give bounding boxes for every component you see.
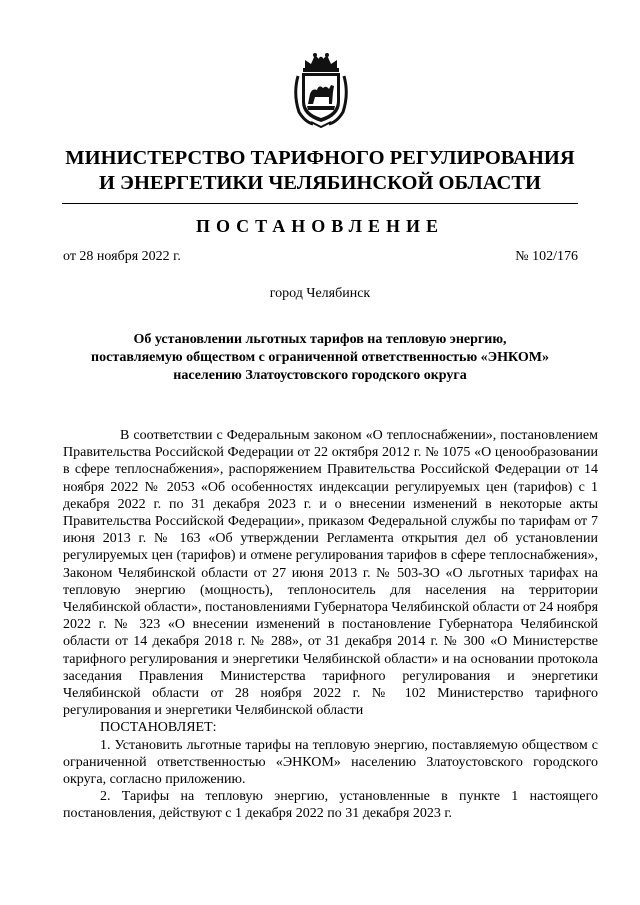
subject-line1: Об установлении льготных тарифов на тепловую энергию, (133, 332, 507, 347)
resolves-heading: ПОСТАНОВЛЯЕТ: (100, 720, 217, 736)
ministry-name (40, 146, 600, 196)
document-city: город Челябинск (269, 286, 371, 301)
document-date: от 28 ноября 2022 г. (63, 249, 181, 264)
ministry-name-line2: И ЭНЕРГЕТИКИ ЧЕЛЯБИНСКОЙ ОБЛАСТИ (98, 172, 541, 194)
document-type-title: ПОСТАНОВЛЕНИЕ (195, 216, 445, 236)
ministry-name-line1: МИНИСТЕРСТВО ТАРИФНОГО РЕГУЛИРОВАНИЯ (65, 147, 575, 169)
subject-line3: населению Златоустовского городского округа (173, 368, 467, 383)
document-body (63, 427, 598, 823)
subject-line2: поставляемую обществом с ограниченной ответственностью «ЭНКОМ» (91, 350, 549, 365)
resolution-item-1: 1. Установить льготные тарифы на тепловую энергию, поставляемую обществом с ограниченной ответственностью «ЭНКОМ» населению Златоустовского городского округа, согласно приложению. (63, 737, 598, 788)
chelyabinsk-coat-of-arms-icon (293, 52, 349, 128)
header-divider (62, 203, 578, 204)
document-number: № 102/176 (515, 249, 578, 264)
preamble-paragraph: В соответствии с Федеральным законом «О теплоснабжении», постановлением Правительства Российской Федерации от 22 октября 2012 г. № 1075 «О ценообразовании в сфере теплоснабжения», распоряжением Правительства Российской Федерации от 14 ноября 2022 № 2053 «Об особенностях индексации регулируемых цен (тарифов) с 1 декабря 2022 г. по 31 декабря 2023 г. и о внесении изменений в некоторые акты Правительства Российской Федерации», приказом Федеральной службы по тарифам от 7 июня 2013 г. № 163 «Об утверждении Регламента открытия дел об установлении регулируемых цен (тарифов) и отмене регулирования тарифов в сфере теплоснабжения», Законом Челябинской области от 27 июня 2013 г. № 503-ЗО «О льготных тарифах на тепловую энергию (мощность), теплоноситель для населения на территории Челябинской области», постановлениями Губернатора Челябинской области от 24 ноября 2022 г. № 323 «О внесении изменений в постановление Губернатора Челябинской области от 14 декабря 2018 г. № 288», от 31 декабря 2014 г. № 300 «О Министерстве тарифного регулирования и энергетики Челябинской области» и на основании протокола заседания Правления Министерства тарифного регулирования и энергетики Челябинской области от 28 ноября 2022 г. № 102 Министерство тарифного регулирования и энергетики Челябинской области (63, 428, 599, 719)
document-subject (60, 331, 580, 385)
resolution-item-2: 2. Тарифы на тепловую энергию, установленные в пункте 1 настоящего постановления, действуют с 1 декабря 2022 по 31 декабря 2023 г. (63, 789, 598, 822)
